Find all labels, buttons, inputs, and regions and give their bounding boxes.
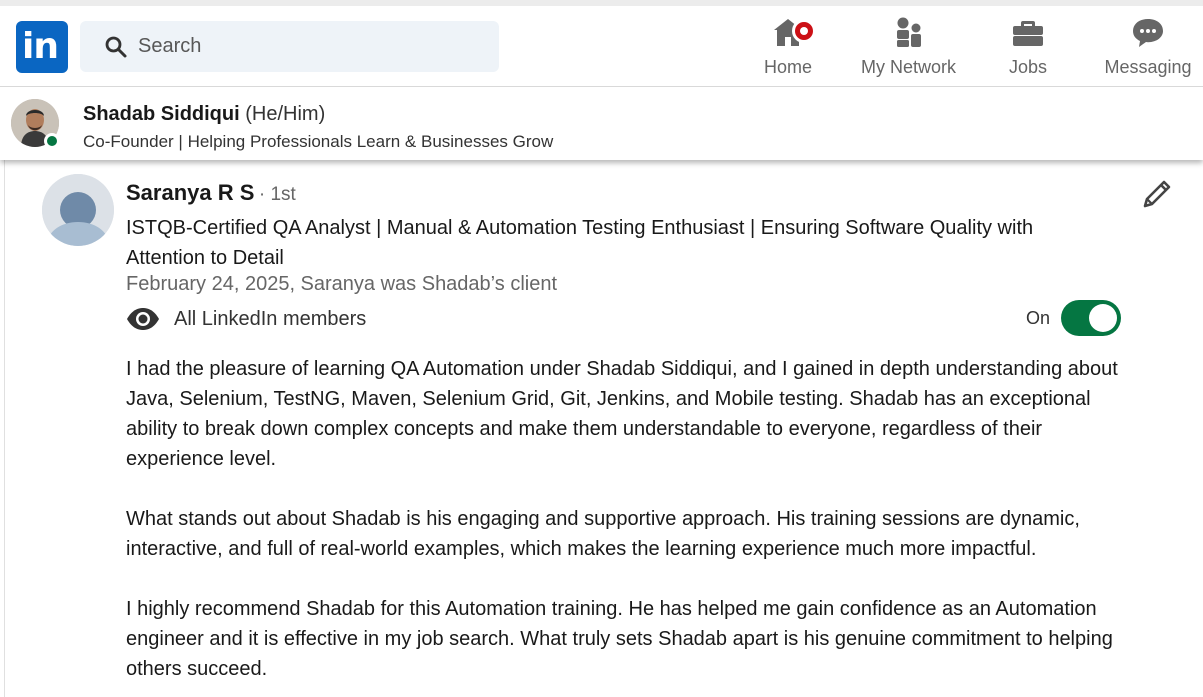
search-input[interactable] <box>138 21 478 72</box>
edit-pencil-icon[interactable] <box>1139 176 1175 212</box>
linkedin-logo[interactable] <box>16 21 68 73</box>
toggle-state-label: On <box>1026 308 1051 328</box>
search-box[interactable] <box>80 21 499 72</box>
connection-degree: · 1st <box>258 184 296 205</box>
recommender-headline: ISTQB-Certified QA Analyst | Manual & Automation Testing Enthusiast | Ensuring Software Quality with Attention to Detail <box>126 217 1034 269</box>
linkedin-logo-icon: in <box>22 26 58 67</box>
nav-home[interactable] <box>754 15 822 85</box>
recommendation-paragraph: I had the pleasure of learning QA Automation under Shadab Siddiqui, and I gained in depth understanding about Java, Selenium, TestNG, Maven, Selenium Grid, Git, Jenkins, and Mobile testing. Shadab has an exceptional ability to break down complex concepts and make them understandable to everyone, regardless of their experience level. <box>126 358 1118 470</box>
recommendation-paragraph: I highly recommend Shadab for this Automation training. He has helped me gain confidence as an Automation engineer and it is effective in my job search. What truly sets Shadab apart is his genuine commitment to helping others succeed. <box>126 598 1113 680</box>
nav-jobs[interactable] <box>1000 15 1056 85</box>
recommendation-text <box>126 354 1136 697</box>
visibility-label: All LinkedIn members <box>174 308 367 330</box>
messaging-icon <box>1131 15 1165 49</box>
briefcase-icon <box>1011 15 1045 49</box>
nav-my-network-label: My Network <box>860 57 956 77</box>
recommendation-paragraph: What stands out about Shadab is his engaging and supportive approach. His training sessions are dynamic, interactive, and full of real-world examples, which makes the learning experience much more impactful. <box>126 508 1080 560</box>
recommender-avatar[interactable] <box>42 174 114 246</box>
profile-pronouns: (He/Him) <box>245 103 326 125</box>
profile-name-line <box>83 103 325 126</box>
notification-badge <box>792 19 816 43</box>
search-icon <box>104 35 128 59</box>
recommendation-card <box>4 160 1203 697</box>
nav-messaging[interactable] <box>1100 15 1196 85</box>
top-nav-bar <box>0 0 1203 86</box>
eye-icon <box>126 307 160 331</box>
visibility-toggle[interactable] <box>1061 300 1121 336</box>
profile-sticky-header <box>0 86 1203 160</box>
default-avatar-icon <box>42 174 114 246</box>
recommender-name-line <box>126 180 296 206</box>
nav-home-label: Home <box>763 57 812 77</box>
nav-my-network[interactable] <box>856 15 961 85</box>
network-icon <box>892 15 926 49</box>
profile-headline: Co-Founder | Helping Professionals Learn & Businesses Grow <box>83 132 554 151</box>
nav-messaging-label: Messaging <box>1104 57 1192 77</box>
online-status-indicator <box>44 133 60 149</box>
recommendation-date: February 24, 2025, Saranya was Shadab’s client <box>126 273 558 295</box>
toggle-knob <box>1089 304 1117 332</box>
profile-name: Shadab Siddiqui <box>83 103 240 125</box>
nav-jobs-label: Jobs <box>1008 57 1048 77</box>
recommender-name[interactable]: Saranya R S <box>126 180 255 205</box>
